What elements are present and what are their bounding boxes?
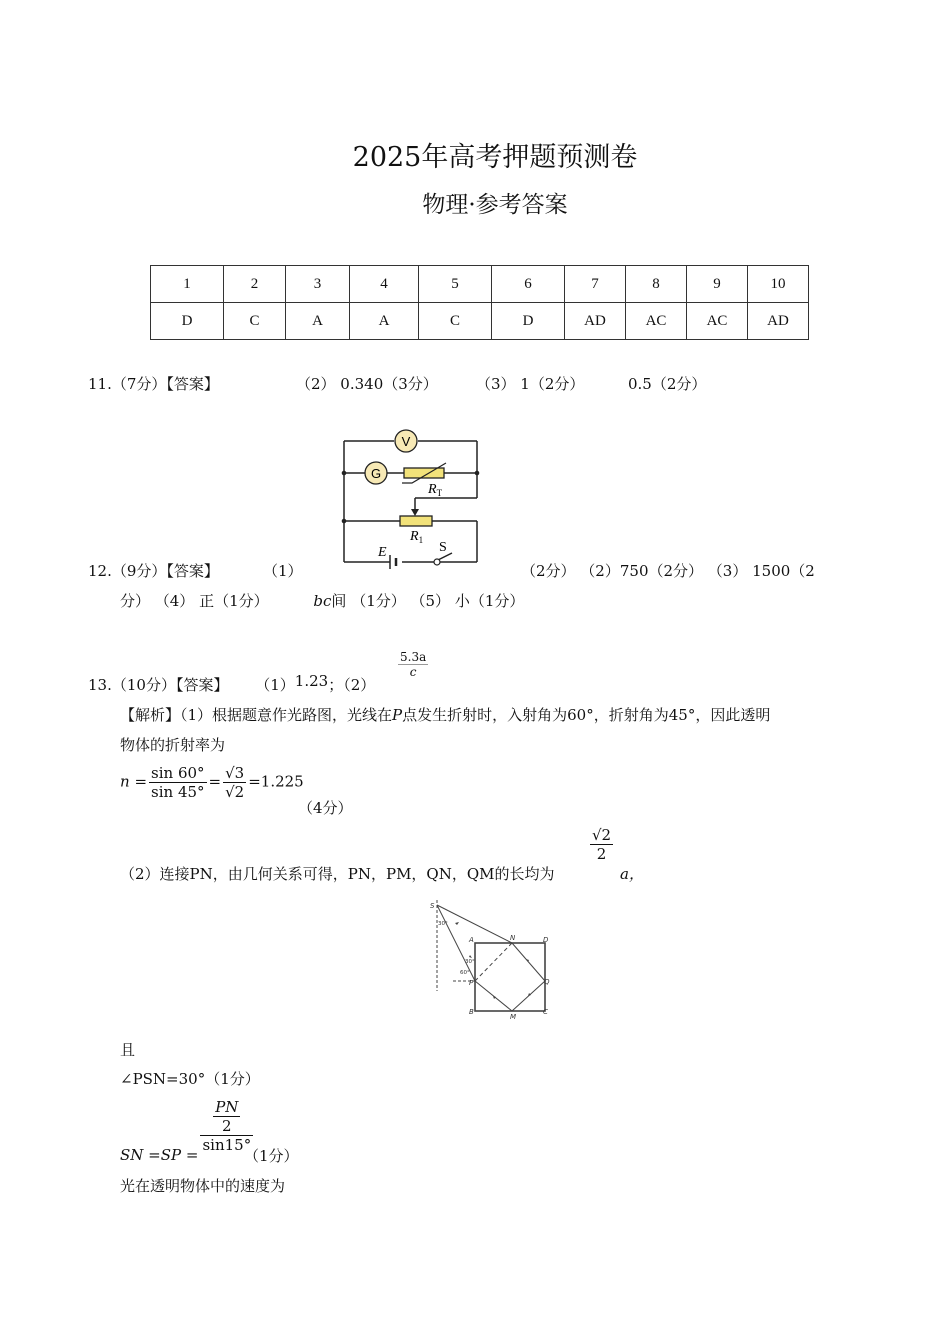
part2-line (120, 863, 555, 884)
point-C: C (543, 1008, 548, 1016)
table-cell-answer: C (419, 303, 492, 340)
equation-sn (120, 1098, 253, 1164)
part2-a: a， (620, 865, 644, 883)
angle-60: 60° (460, 970, 470, 976)
q11-label: 11.（7分）【答案】 (88, 375, 219, 393)
q13-line (88, 674, 375, 695)
q12-label: 12.（9分）【答案】 (88, 562, 219, 580)
table-cell-answer: AD (565, 303, 626, 340)
table-cell-number: 8 (626, 266, 687, 303)
table-cell-number: 6 (492, 266, 565, 303)
analysis-text-1a: 【解析】（1）根据题意作光路图，光线在 (120, 706, 393, 724)
eq-sqrt2: √2 (225, 783, 245, 801)
table-cell-answer: D (151, 303, 224, 340)
point-A: A (469, 936, 474, 944)
voltmeter-label: V (401, 434, 411, 449)
sn-den: sin15° (202, 1136, 252, 1154)
q11-part3: （3） 1（2分） (476, 375, 585, 393)
q11-part2: （2） 0.340（3分） (296, 375, 438, 393)
eq-score: （4分） (298, 799, 353, 817)
point-S: S (430, 902, 435, 910)
angle-30-top: 30° (438, 921, 448, 927)
table-cell-number: 4 (350, 266, 419, 303)
table-row-answers (151, 303, 809, 340)
part2-fraction (590, 826, 613, 863)
eq-sqrt3: √3 (225, 764, 245, 782)
table-cell-answer: C (224, 303, 286, 340)
q12-line2-bc: bc (313, 592, 332, 610)
point-B: B (469, 1008, 474, 1016)
table-cell-number: 3 (286, 266, 350, 303)
analysis-line2: 物体的折射率为 (120, 736, 226, 754)
q11-part3b: 0.5（2分） (628, 375, 707, 393)
emf-label: E (378, 545, 387, 560)
point-P: P (469, 979, 474, 987)
q11-line (88, 373, 707, 394)
table-cell-number: 9 (687, 266, 748, 303)
page-title: 2025年高考押题预测卷 (352, 142, 638, 173)
point-M: M (510, 1013, 517, 1021)
point-D: D (543, 936, 549, 944)
equation-n: n = $\frac{\sin 60^\circ}{\sin 45^\circ}$ = $\frac{√3}{√2}$ =1.225 (120, 764, 304, 801)
sn-num-bot: 2 (222, 1117, 232, 1135)
speed-text: 光在透明物体中的速度为 (120, 1177, 286, 1195)
table-cell-number: 5 (419, 266, 492, 303)
r1-label (409, 529, 423, 545)
table-cell-number: 10 (748, 266, 809, 303)
circuit-diagram (330, 425, 500, 575)
point-N: N (510, 934, 516, 942)
light-path-diagram (425, 895, 565, 1025)
page-subtitle: 物理·参考答案 (422, 192, 568, 218)
q13-part1: （1） (255, 676, 295, 694)
sn-num-top: PN (215, 1098, 239, 1116)
eq-sin45: sin 45° (151, 783, 205, 801)
qie-text: 且 (120, 1041, 136, 1059)
eq-n: n (120, 772, 130, 791)
sn-lhs: SN =SP = (120, 1146, 199, 1164)
q12-part1: （1） (263, 562, 303, 580)
angle-30-mid: 30° (465, 959, 475, 965)
q13-part2-num: 5.3a (400, 650, 427, 664)
q13-part1-value: 1.23 (294, 672, 329, 690)
point-Q: Q (544, 978, 550, 986)
q12-line2-a: 分） （4） 正（1分） (120, 592, 269, 610)
q13-part2-fraction (398, 650, 428, 679)
table-cell-number: 1 (151, 266, 224, 303)
q13-part2-den: c (409, 665, 417, 679)
q13-sep: ；（2） (328, 676, 376, 694)
rt-label (427, 482, 443, 498)
analysis-P: P (392, 706, 403, 724)
r1-label-sub: 1 (418, 535, 424, 545)
table-cell-answer: AC (687, 303, 748, 340)
q12-line2-b: 间 （1分） （5） 小（1分） (331, 592, 525, 610)
r1-label-main: R (410, 529, 419, 544)
galvanometer-label: G (370, 466, 382, 481)
table-cell-answer: AC (626, 303, 687, 340)
q13-label: 13.（10分）【答案】 (88, 676, 229, 694)
table-cell-answer: AD (748, 303, 809, 340)
eq-sin60: sin 60° (151, 764, 205, 782)
sn-score: （1分） (244, 1147, 299, 1165)
rt-label-main: R (428, 482, 437, 497)
table-cell-number: 7 (565, 266, 626, 303)
angle-psn: ∠PSN=30°（1分） (120, 1070, 260, 1088)
part2-text: （2）连接PN，由几何关系可得，PN，PM，QN，QM的长均为 (120, 865, 555, 883)
answer-table (150, 265, 809, 340)
rt-label-sub: T (436, 488, 443, 498)
part2-den: 2 (596, 845, 607, 863)
table-row-numbers (151, 266, 809, 303)
analysis-text-1b: 点发生折射时，入射角为60°，折射角为45°，因此透明 (402, 706, 771, 724)
q12-line2 (120, 590, 524, 611)
table-cell-answer: A (350, 303, 419, 340)
table-cell-answer: D (492, 303, 565, 340)
analysis-line1 (120, 704, 770, 725)
table-cell-number: 2 (224, 266, 286, 303)
switch-label: S (439, 540, 447, 555)
part2-num: √2 (592, 826, 612, 844)
q12-line1 (88, 560, 815, 581)
eq-result: =1.225 (248, 772, 304, 791)
q12-line1-rest: （2分） （2）750（2分） （3） 1500（2 (521, 562, 815, 580)
table-cell-answer: A (286, 303, 350, 340)
